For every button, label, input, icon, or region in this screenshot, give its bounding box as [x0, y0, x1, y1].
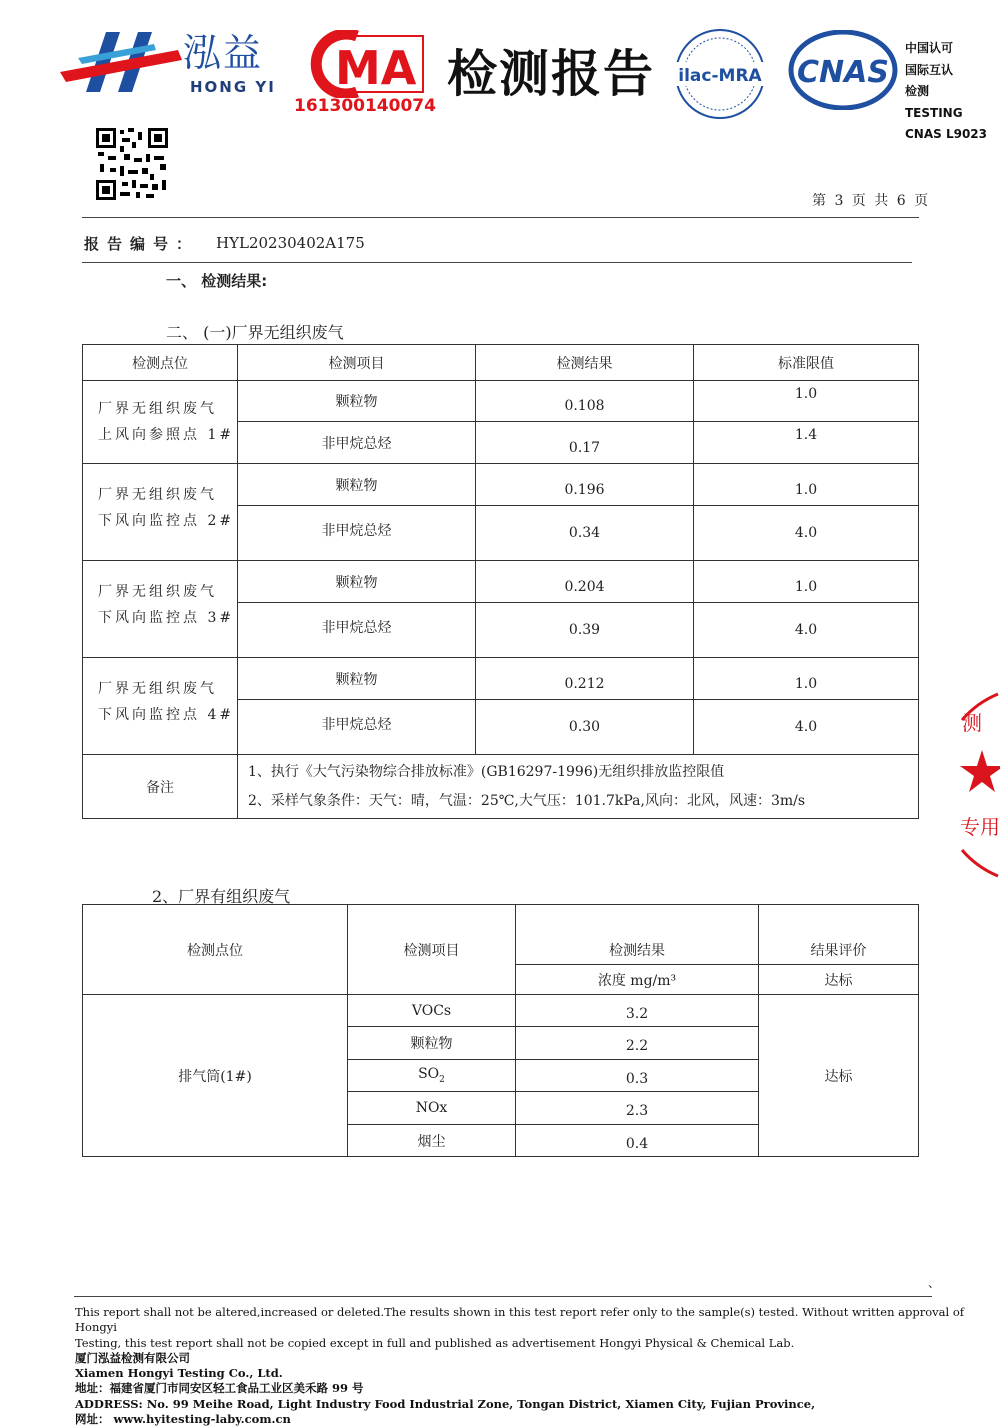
location-line: 下风向监控点 3#: [98, 610, 235, 626]
value-cell: 3.2: [516, 995, 759, 1027]
organized-emission-table: [82, 904, 919, 1157]
evaluation-header-cell: 达标: [759, 965, 919, 995]
item-cell: 烟尘: [348, 1125, 516, 1157]
unorganized-emission-table: [82, 344, 919, 819]
result-cell: 0.17: [476, 422, 694, 464]
limit-cell: 4.0: [694, 506, 919, 561]
footer: [75, 1305, 1000, 1427]
remarks-row: [83, 755, 919, 819]
result-cell: 0.108: [476, 381, 694, 422]
website-link[interactable]: 网址： www.hyitesting-laby.com.cn: [75, 1412, 291, 1427]
location-line: 厂界无组织废气: [98, 401, 217, 417]
company-name-cn: 厦门泓益检测有限公司: [75, 1350, 190, 1365]
report-number-label: 报告编号：: [84, 235, 200, 253]
cert-line: 国际互认: [905, 62, 954, 77]
value-cell: 0.4: [516, 1125, 759, 1157]
disclaimer-line: Testing, this test report shall not be copied except in full and published as advertisement Hongyi Physical & Chemical Lab.: [75, 1335, 795, 1350]
page-indicator: 第 3 页 共 6 页: [812, 193, 931, 209]
limit-cell: 1.0: [694, 464, 919, 506]
stamp-text: 测: [962, 711, 982, 735]
limit-cell: 1.4: [694, 422, 919, 464]
cnas-text: CNAS: [797, 55, 889, 90]
remarks-cell: [238, 755, 919, 819]
location-line: 厂界无组织废气: [98, 681, 217, 697]
item-cell: 颗粒物: [238, 464, 476, 506]
table-header-row: [83, 345, 919, 381]
header-cell: 检测结果: [516, 905, 759, 965]
brand-name-en: HONG YI: [190, 78, 276, 96]
remarks-label: 备注: [83, 755, 238, 819]
item-cell: 颗粒物: [238, 381, 476, 422]
footer-divider: [74, 1296, 932, 1297]
table-header-row: [83, 905, 919, 965]
ma-logo-text: MA: [335, 41, 417, 95]
item-cell: VOCs: [348, 995, 516, 1027]
result-cell: 0.212: [476, 658, 694, 700]
item-cell: 颗粒物: [348, 1027, 516, 1060]
header-cell: 结果评价: [759, 905, 919, 965]
item-subscript: 2: [439, 1074, 445, 1085]
result-cell: 0.39: [476, 603, 694, 658]
unit-cell: 浓度 mg/m³: [516, 965, 759, 995]
location-line: 厂界无组织废气: [98, 584, 217, 600]
item-cell: 非甲烷总烃: [238, 506, 476, 561]
section-heading-organized: 2、厂界有组织废气: [152, 887, 291, 906]
header-cell: 检测点位: [83, 345, 238, 381]
cma-logo: [295, 30, 435, 98]
result-cell: 0.196: [476, 464, 694, 506]
limit-cell: 1.0: [694, 381, 919, 422]
item-cell: 非甲烷总烃: [238, 700, 476, 755]
report-number: HYL20230402A175: [216, 234, 365, 252]
table-row: [83, 464, 919, 506]
item-cell: NOx: [348, 1092, 516, 1125]
address-en: ADDRESS: No. 99 Meihe Road, Light Industry Food Industrial Zone, Tongan District, Xiamen City, Fujian Province,: [75, 1396, 816, 1411]
result-cell: 0.34: [476, 506, 694, 561]
limit-cell: 4.0: [694, 700, 919, 755]
header-cell: 检测点位: [83, 905, 348, 995]
star-icon: [960, 750, 1000, 792]
location-line: 下风向监控点 4#: [98, 707, 235, 723]
qr-code: [96, 128, 168, 200]
ilac-text: ilac-MRA: [678, 66, 762, 86]
location-cell: [83, 561, 238, 658]
item-cell: 颗粒物: [238, 561, 476, 603]
cma-number: 161300140074: [294, 96, 436, 116]
header-cell: 检测结果: [476, 345, 694, 381]
divider: [82, 262, 912, 263]
evaluation-cell: 达标: [759, 995, 919, 1157]
cert-line: CNAS L9023: [905, 127, 988, 141]
location-cell: [83, 381, 238, 464]
cert-line: TESTING: [905, 105, 963, 120]
hongyi-logo: [58, 28, 198, 98]
location-cell: 排气筒(1#): [83, 995, 348, 1157]
section-heading-results: 一、 检测结果:: [166, 272, 268, 290]
table-row: [83, 561, 919, 603]
table-row: [83, 658, 919, 700]
header-cell: 标准限值: [694, 345, 919, 381]
divider: [82, 217, 919, 218]
ilac-mra-seal: [666, 26, 774, 122]
value-cell: 0.3: [516, 1060, 759, 1092]
table-row: [83, 381, 919, 422]
item-cell: 非甲烷总烃: [238, 422, 476, 464]
company-name-en: Xiamen Hongyi Testing Co., Ltd.: [75, 1366, 283, 1381]
stamp-text: 专用: [960, 815, 1000, 839]
remark-line: 2、采样气象条件：天气：晴，气温：25℃,大气压：101.7kPa,风向：北风，风速：3m/s: [248, 792, 806, 809]
location-cell: [83, 658, 238, 755]
item-text: SO: [418, 1066, 440, 1083]
table-row: [83, 995, 919, 1027]
item-cell: [348, 1060, 516, 1092]
brand-name-cn: 泓益: [183, 31, 264, 75]
location-line: 上风向参照点 1#: [98, 427, 235, 443]
location-line: 厂界无组织废气: [98, 487, 217, 503]
remark-line: 1、执行《大气污染物综合排放标准》(GB16297-1996)无组织排放监控限值: [248, 763, 725, 780]
value-cell: 2.3: [516, 1092, 759, 1125]
item-cell: 非甲烷总烃: [238, 603, 476, 658]
section-heading-unorganized: 二、 (一)厂界无组织废气: [166, 323, 344, 342]
document-title: 检测报告: [447, 45, 655, 103]
limit-cell: 1.0: [694, 561, 919, 603]
disclaimer-line: This report shall not be altered,increased or deleted.The results shown in this test report refer only to the sample(s) tested. Without written approval of Hongyi: [75, 1305, 965, 1335]
footer-mark: 、: [928, 1276, 941, 1290]
limit-cell: 4.0: [694, 603, 919, 658]
location-line: 下风向监控点 2#: [98, 513, 235, 529]
header-cell: 检测项目: [348, 905, 516, 995]
cert-line: 中国认可: [905, 41, 954, 55]
cert-line: 检测: [905, 84, 930, 98]
result-cell: 0.204: [476, 561, 694, 603]
item-cell: 颗粒物: [238, 658, 476, 700]
value-cell: 2.2: [516, 1027, 759, 1060]
accreditation-text: [905, 38, 987, 146]
address-cn: 地址：福建省厦门市同安区轻工食品工业区美禾路 99 号: [75, 1381, 364, 1396]
result-cell: 0.30: [476, 700, 694, 755]
seal-stamp: [940, 690, 1000, 880]
limit-cell: 1.0: [694, 658, 919, 700]
location-cell: [83, 464, 238, 561]
header-cell: 检测项目: [238, 345, 476, 381]
cnas-seal: [788, 30, 898, 110]
